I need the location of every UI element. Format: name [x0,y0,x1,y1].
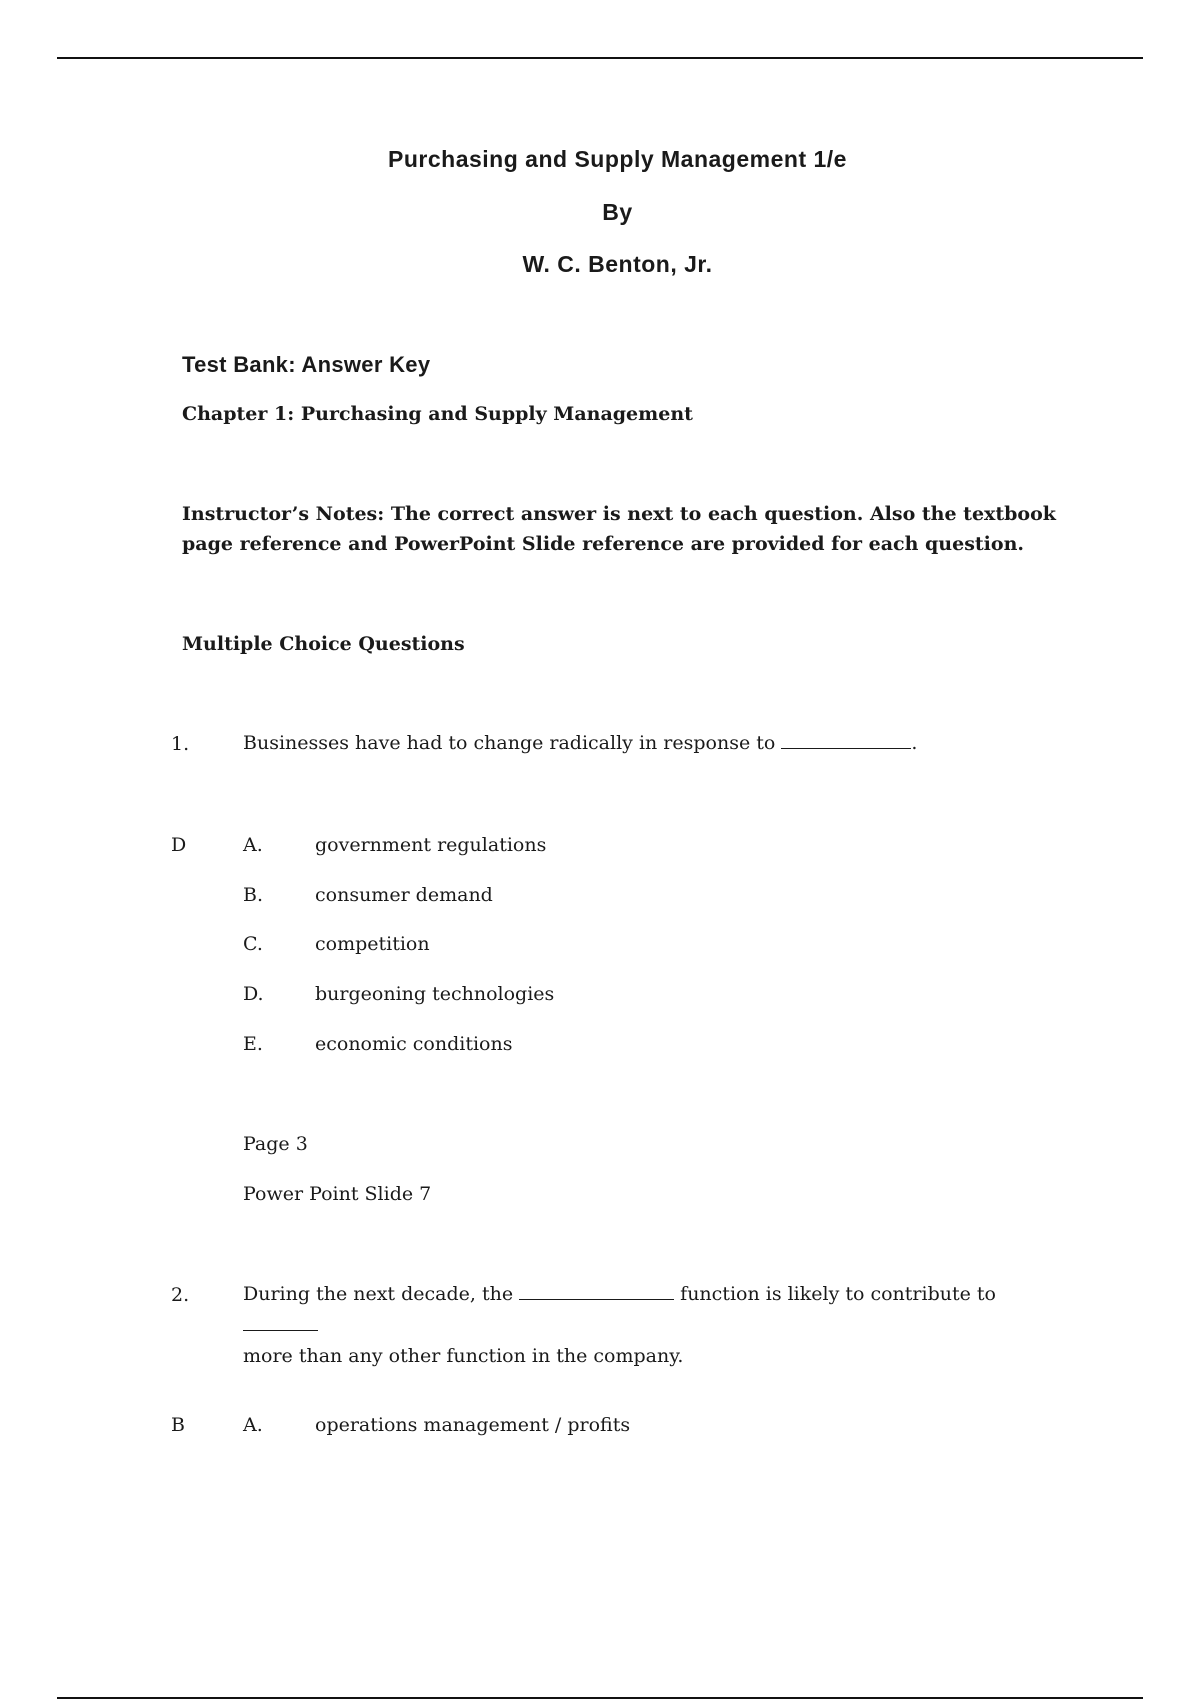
document-title: Purchasing and Supply Management 1/e [388,146,847,172]
option-text: government regulations [315,834,547,856]
answer-blank [781,730,911,749]
option-text: economic conditions [315,1033,513,1055]
question-number: 1. [171,733,190,755]
page-reference: Page 3 [243,1133,308,1155]
answer-blank [519,1281,674,1300]
option-letter: A. [243,834,263,856]
test-bank-heading: Test Bank: Answer Key [182,352,431,377]
correct-answer: D [171,834,187,856]
option-letter: A. [243,1414,263,1436]
option-text: competition [315,933,430,955]
answer-blank [243,1312,318,1331]
slide-reference: Power Point Slide 7 [243,1183,432,1205]
option-letter: E. [243,1033,263,1055]
chapter-heading: Chapter 1: Purchasing and Supply Management [182,403,693,425]
option-text: operations management / profits [315,1414,631,1436]
question-number: 2. [171,1284,190,1306]
option-letter: B. [243,884,264,906]
option-letter: D. [243,983,264,1005]
bottom-rule [57,1697,1143,1699]
section-heading: Multiple Choice Questions [182,633,465,655]
option-text: consumer demand [315,884,493,906]
option-text: burgeoning technologies [315,983,555,1005]
question-text-part: Businesses have had to change radically in response to [243,732,782,754]
question-text [243,1279,1073,1372]
title-by: By [602,199,633,225]
correct-answer: B [171,1414,185,1436]
question-text-part: more than any other function in the company. [243,1345,684,1367]
title-author: W. C. Benton, Jr. [522,251,713,277]
question-text-part: During the next decade, the [243,1283,520,1305]
question-text-part: . [911,732,918,754]
option-letter: C. [243,933,263,955]
instructor-notes: Instructor’s Notes: The correct answer is next to each question. Also the textbook page reference and PowerPoint Slide reference are provided for each question. [182,503,1056,555]
question-text-part: function is likely to contribute to [674,1283,996,1305]
question-text [243,728,1073,759]
top-rule [57,57,1143,59]
